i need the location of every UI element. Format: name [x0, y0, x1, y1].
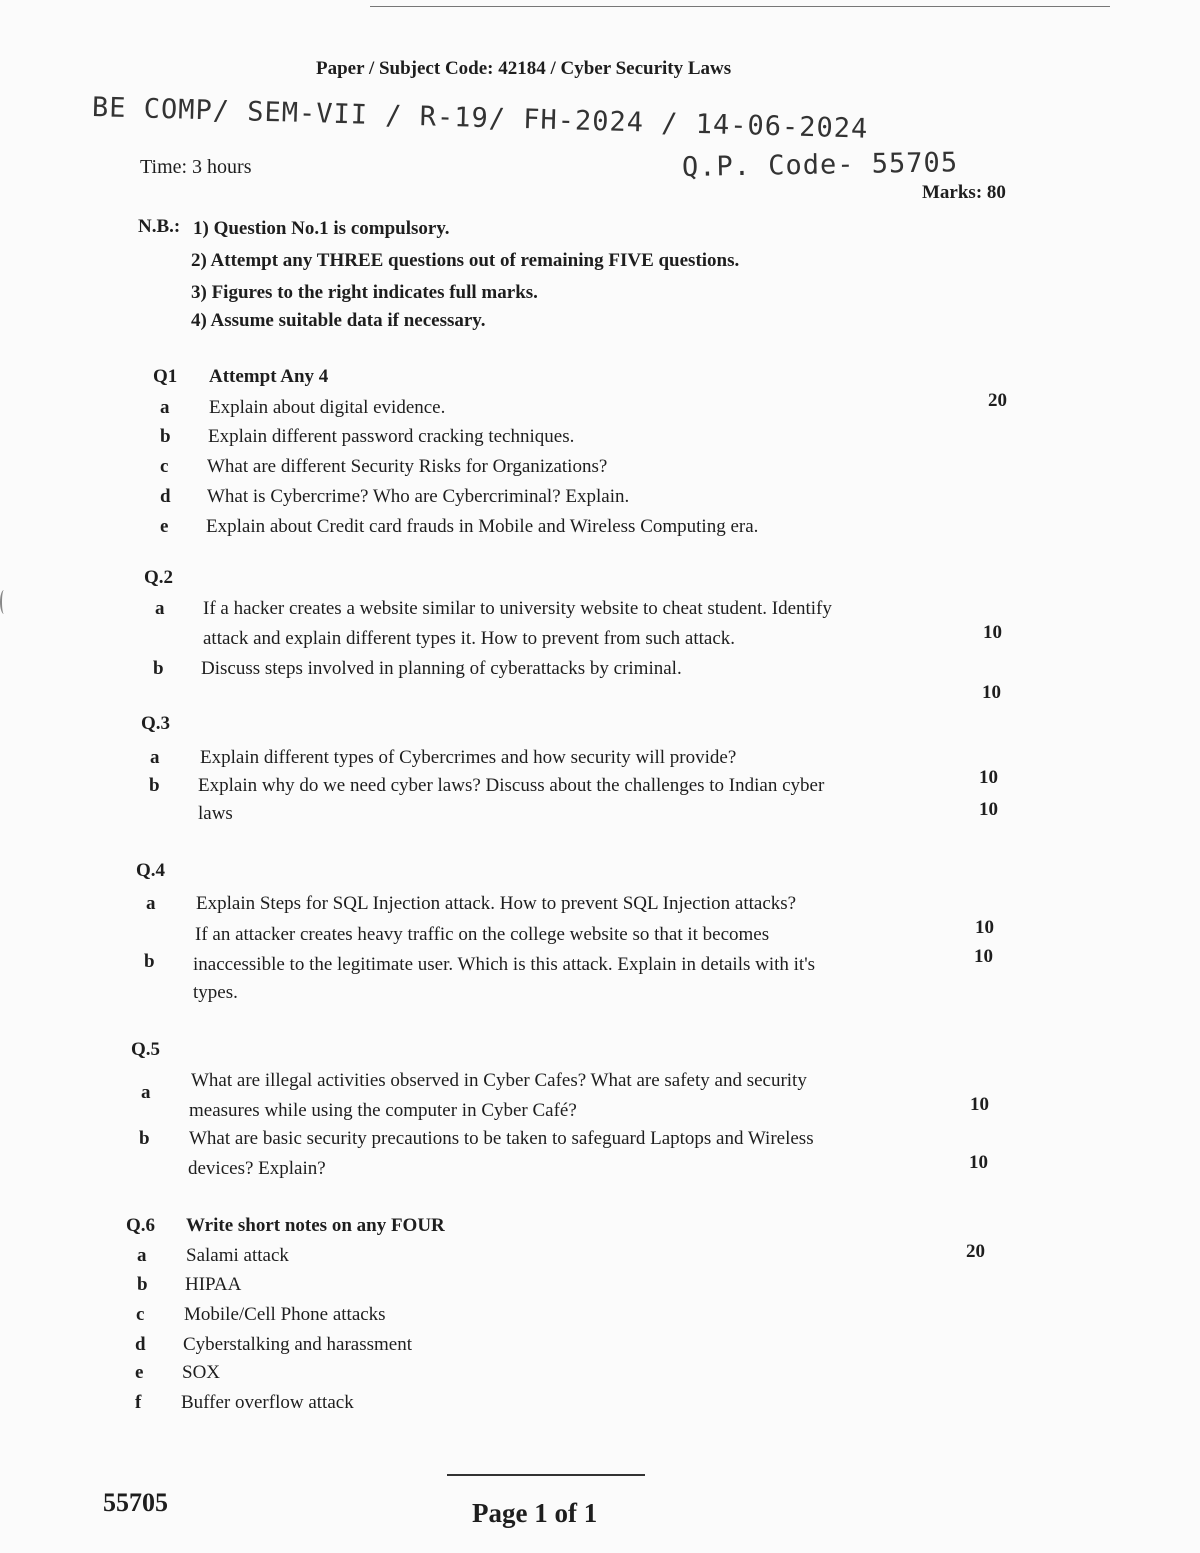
sub-label: e [135, 1362, 144, 1383]
sub-label: b [160, 426, 171, 447]
sub-question [141, 1070, 1141, 1121]
sub-text-line: Explain Steps for SQL Injection attack. How to prevent SQL Injection attacks? [196, 893, 797, 914]
question-label: Q.3 [141, 713, 171, 734]
sub-text: Mobile/Cell Phone attacks [184, 1304, 386, 1325]
sub-label: c [160, 456, 169, 477]
sub-text: Cyberstalking and harassment [183, 1334, 413, 1355]
sub-text-line: Explain why do we need cyber laws? Discuss about the challenges to Indian cyber [198, 775, 825, 796]
sub-text-line: Discuss steps involved in planning of cyberattacks by criminal. [201, 658, 682, 679]
sub-text-line: inaccessible to the legitimate user. Which is this attack. Explain in details with it's [193, 954, 816, 975]
sub-text-line: Explain different types of Cybercrimes and how security will provide? [200, 747, 737, 768]
sub-question [160, 486, 1160, 514]
sub-label: b [139, 1128, 150, 1149]
sub-marks: 10 [969, 1152, 988, 1173]
sub-text-line: What are illegal activities observed in Cyber Cafes? What are safety and security [191, 1070, 807, 1091]
nb-item: 4) Assume suitable data if necessary. [191, 310, 486, 331]
sub-label: f [135, 1392, 142, 1413]
sub-text: Explain different password cracking techniques. [208, 426, 575, 447]
sub-label: d [135, 1334, 146, 1355]
sub-label: a [155, 598, 165, 619]
sub-text-line: laws [198, 803, 233, 824]
sub-label: a [150, 747, 160, 768]
paper-title: Paper / Subject Code: 42184 / Cyber Security Laws [316, 58, 732, 79]
sub-label: b [144, 951, 155, 972]
question-4 [136, 860, 165, 882]
sub-text: HIPAA [185, 1274, 242, 1295]
top-border-line [370, 6, 1110, 7]
sub-text: What are different Security Risks for Organizations? [207, 456, 608, 477]
footer-paper-code: 55705 [103, 1488, 168, 1517]
nb-label: N.B.: [138, 216, 181, 237]
sub-text-line: devices? Explain? [188, 1158, 326, 1179]
sub-text-line: measures while using the computer in Cyber Café? [189, 1100, 577, 1121]
sub-label: c [136, 1304, 145, 1325]
sub-label: a [137, 1245, 147, 1266]
question-1 [153, 366, 329, 388]
sub-text-line: What are basic security precautions to be taken to safeguard Laptops and Wireless [189, 1128, 814, 1149]
question-marks: 20 [988, 390, 1007, 411]
sub-marks: 10 [982, 682, 1001, 703]
sub-label: a [146, 893, 156, 914]
question-title: Write short notes on any FOUR [186, 1215, 445, 1236]
sub-label: b [153, 658, 164, 679]
sub-question [135, 1392, 1135, 1420]
sub-question [155, 598, 1155, 649]
sub-question [144, 924, 1144, 1003]
sub-question [135, 1362, 1135, 1390]
sub-label: b [137, 1274, 148, 1295]
sub-marks: 10 [975, 917, 994, 938]
question-label: Q.4 [136, 860, 166, 881]
sub-marks: 10 [974, 946, 993, 967]
sub-question [160, 426, 1160, 454]
question-title: Attempt Any 4 [209, 366, 329, 387]
sub-text-line: attack and explain different types it. How to prevent from such attack. [203, 628, 735, 649]
total-marks: Marks: 80 [922, 182, 1006, 203]
question-label: Q.2 [144, 567, 174, 588]
sub-question [137, 1274, 1137, 1302]
sub-text-line: types. [193, 982, 238, 1003]
sub-text-line: If a hacker creates a website similar to university website to cheat student. Identify [203, 598, 832, 619]
page-number: Page 1 of 1 [472, 1498, 598, 1528]
question-label: Q1 [153, 366, 178, 387]
nb-item: 3) Figures to the right indicates full marks. [191, 282, 538, 303]
sub-label: d [160, 486, 171, 507]
question-3 [141, 713, 170, 735]
question-2 [144, 567, 173, 589]
sub-marks: 10 [983, 622, 1002, 643]
sub-question [136, 1304, 1136, 1332]
sub-question [160, 516, 1160, 544]
sub-label: e [160, 516, 169, 537]
sub-text: Explain about Credit card frauds in Mobile and Wireless Computing era. [206, 516, 759, 537]
question-5 [131, 1039, 160, 1061]
handwritten-qp-code: Q.P. Code- 55705 [681, 147, 959, 183]
sub-text: Salami attack [186, 1245, 289, 1266]
sub-marks: 10 [979, 767, 998, 788]
sub-text-line: If an attacker creates heavy traffic on the college website so that it becomes [195, 924, 770, 945]
sub-question [153, 658, 1153, 703]
question-label: Q.5 [131, 1039, 161, 1060]
sub-label: a [141, 1082, 151, 1103]
sub-question [135, 1334, 1135, 1362]
exam-time: Time: 3 hours [140, 156, 252, 178]
question-marks: 20 [966, 1241, 985, 1262]
nb-item: 2) Attempt any THREE questions out of remaining FIVE questions. [191, 250, 740, 271]
scan-artifact [0, 590, 8, 614]
sub-question [137, 1245, 1137, 1273]
question-label: Q.6 [126, 1215, 156, 1236]
sub-label: b [149, 775, 160, 796]
sub-text: Buffer overflow attack [181, 1392, 354, 1413]
sub-question [139, 1128, 1139, 1179]
sub-marks: 10 [970, 1094, 989, 1115]
sub-text: Explain about digital evidence. [209, 397, 446, 418]
sub-text: What is Cybercrime? Who are Cybercriminal? Explain. [207, 486, 630, 507]
sub-marks: 10 [979, 799, 998, 820]
sub-question [160, 456, 1160, 484]
footer-divider [447, 1474, 645, 1476]
question-6 [126, 1215, 445, 1237]
nb-item: 1) Question No.1 is compulsory. [193, 218, 450, 239]
sub-question [160, 397, 1160, 425]
sub-question [149, 775, 1149, 824]
sub-label: a [160, 397, 170, 418]
sub-text: SOX [182, 1362, 221, 1383]
handwritten-exam-info: BE COMP/ SEM-VII / R-19/ FH-2024 / 14-06-2024 [91, 92, 869, 145]
